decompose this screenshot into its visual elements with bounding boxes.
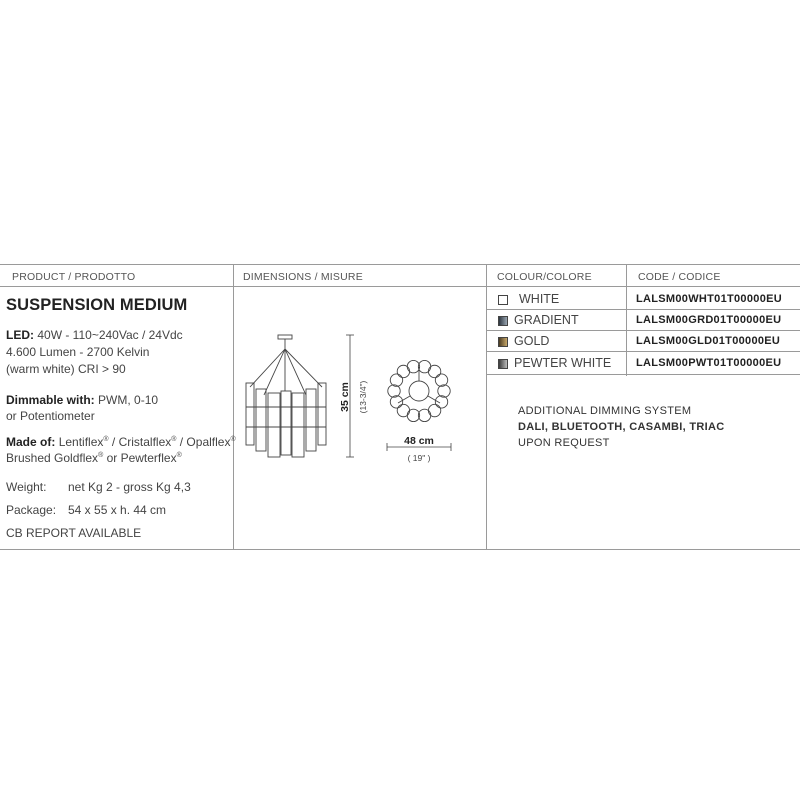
additional-dimming-title: ADDITIONAL DIMMING SYSTEM	[518, 405, 692, 417]
colour-name: WHITE	[519, 292, 560, 306]
colour-code: LALSM00PWT01T00000EU	[636, 357, 782, 369]
top-view-shade	[407, 360, 419, 372]
dimmable-value: PWM, 0-10	[98, 393, 159, 407]
colour-code: LALSM00GRD01T00000EU	[636, 314, 782, 326]
height-cm-label: 35 cm	[339, 382, 351, 412]
registered-mark: ®	[103, 436, 109, 443]
dimension-drawings	[234, 287, 486, 549]
width-cm-label: 48 cm	[404, 435, 434, 447]
colour-name: GOLD	[514, 334, 550, 348]
header-product: PRODUCT / PRODOTTO	[12, 271, 136, 283]
top-view-shade	[397, 365, 409, 377]
cb-report: CB REPORT AVAILABLE	[6, 526, 142, 540]
weight-value: net Kg 2 - gross Kg 4,3	[68, 480, 191, 494]
header-colour: COLOUR/COLORE	[497, 271, 592, 283]
top-view-drawing	[388, 360, 450, 421]
made-of-pewterflex: or Pewterflex	[106, 451, 177, 465]
spec-sheet	[0, 264, 800, 550]
top-view-shade	[435, 374, 447, 386]
made-of-goldflex: Brushed Goldflex	[6, 451, 99, 465]
made-of-opalflex: / Opalflex	[179, 435, 231, 449]
lumen-spec: 4.600 Lumen - 2700 Kelvin	[6, 345, 150, 359]
package-value: 54 x 55 x h. 44 cm	[68, 503, 167, 517]
registered-mark: ®	[230, 436, 236, 443]
table-top-border	[0, 264, 800, 265]
colour-swatch-gold	[498, 337, 508, 347]
weight-label: Weight:	[6, 480, 47, 494]
package-label: Package:	[6, 503, 57, 517]
led-label: LED:	[6, 328, 34, 342]
header-code: CODE / CODICE	[638, 271, 721, 283]
colour-name: PEWTER WHITE	[514, 356, 612, 370]
dimmable-label: Dimmable with:	[6, 393, 95, 407]
top-view-shade	[428, 404, 440, 416]
colour-swatch-gradient	[498, 316, 508, 326]
top-view-shade	[418, 409, 430, 421]
registered-mark: ®	[171, 436, 177, 443]
colour-code: LALSM00WHT01T00000EU	[636, 293, 782, 305]
led-spec	[6, 328, 183, 343]
top-view-shade	[438, 385, 450, 397]
top-view-shade	[397, 404, 409, 416]
colour-row-divider	[487, 374, 800, 375]
product-title: SUSPENSION MEDIUM	[6, 296, 188, 314]
colour-row-divider	[487, 351, 800, 352]
top-view-shade	[407, 409, 419, 421]
led-value: 40W - 110~240Vac / 24Vdc	[37, 328, 183, 342]
additional-dimming-systems: DALI, BLUETOOTH, CASAMBI, TRIAC	[518, 421, 725, 433]
width-inch-label: ( 19" )	[407, 453, 431, 463]
height-inch-label: (13-3/4")	[358, 380, 368, 414]
package-spec	[6, 503, 166, 518]
colour-row-divider	[487, 309, 800, 310]
warm-white-spec: (warm white) CRI > 90	[6, 362, 126, 376]
column-divider-2	[486, 264, 487, 550]
top-view-shade	[388, 385, 400, 397]
dimmable-spec	[6, 393, 158, 408]
made-of-lentiflex: Lentiflex	[58, 435, 104, 449]
table-bottom-border	[0, 549, 800, 550]
side-view-drawing	[246, 335, 326, 457]
colour-swatch-white	[498, 295, 508, 305]
weight-spec	[6, 480, 191, 495]
additional-upon-request: UPON REQUEST	[518, 437, 610, 449]
top-view-shade	[390, 374, 402, 386]
made-of-spec-2	[6, 448, 182, 466]
colour-code: LALSM00GLD01T00000EU	[636, 335, 781, 347]
colour-swatch-pewter-white	[498, 359, 508, 369]
top-view-shade	[418, 360, 430, 372]
colour-name: GRADIENT	[514, 313, 579, 327]
made-of-label: Made of:	[6, 435, 56, 449]
header-dimensions: DIMENSIONS / MISURE	[243, 271, 363, 283]
made-of-cristalflex: / Cristalflex	[111, 435, 172, 449]
dimmable-value-2: or Potentiometer	[6, 409, 95, 423]
colour-row-divider	[487, 330, 800, 331]
registered-mark: ®	[98, 452, 104, 459]
registered-mark: ®	[176, 452, 182, 459]
column-divider-3	[626, 264, 627, 376]
top-view-shade	[428, 365, 440, 377]
